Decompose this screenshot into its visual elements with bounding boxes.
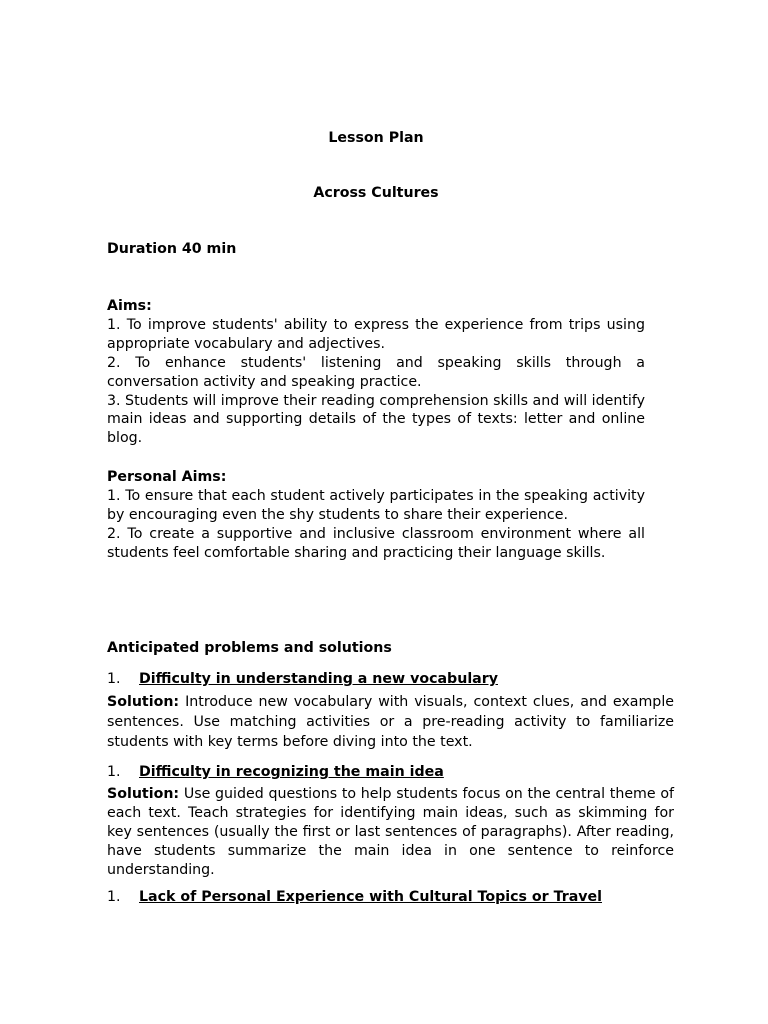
solution-text: Introduce new vocabulary with visuals, context clues, and example sentences. Use matching activities or a pre-reading activity to familiarize students with key terms before diving into the text. [107,694,674,750]
document-subtitle: Across Cultures [313,185,439,201]
document-title: Lesson Plan [328,130,424,146]
personal-aim-item: 2. To create a supportive and inclusive classroom environment where all students feel comfortable sharing and practicing their language skills. [107,525,645,561]
aims-section [107,297,645,448]
anticipated-heading: Anticipated problems and solutions [107,640,392,656]
duration-label: Duration 40 min [107,241,237,257]
aim-item: 2. To enhance students' listening and speaking skills through a conversation activity and speaking practice. [107,354,645,390]
aims-heading: Aims: [107,298,152,314]
problem-title: Difficulty in understanding a new vocabulary [139,671,498,687]
problem-number: 1. [107,889,121,905]
solution-paragraph [107,692,674,752]
problem-number: 1. [107,764,121,780]
solution-text: Use guided questions to help students focus on the central theme of each text. Teach strategies for identifying main ideas, such as skimming for key sentences (usually the first or last sentences of paragraphs). After reading, have students summarize the main idea in one sentence to reinforce understanding. [107,786,674,878]
problem-item [107,889,674,905]
aim-item: 1. To improve students' ability to express the experience from trips using appropriate vocabulary and adjectives. [107,316,645,352]
personal-aims-heading: Personal Aims: [107,469,227,485]
aim-item: 3. Students will improve their reading comprehension skills and will identify main ideas and supporting details of the types of texts: letter and online blog. [107,392,645,447]
personal-aim-item: 1. To ensure that each student actively participates in the speaking activity by encouraging even the shy students to share their experience. [107,487,645,523]
solution-paragraph [107,785,674,880]
solution-label: Solution: [107,786,180,802]
problem-number: 1. [107,671,121,687]
problem-title: Lack of Personal Experience with Cultural Topics or Travel [139,889,602,905]
problem-title: Difficulty in recognizing the main idea [139,764,444,780]
problem-item [107,671,674,752]
solution-label: Solution: [107,694,180,710]
problem-item [107,764,674,880]
personal-aims-section [107,468,645,563]
